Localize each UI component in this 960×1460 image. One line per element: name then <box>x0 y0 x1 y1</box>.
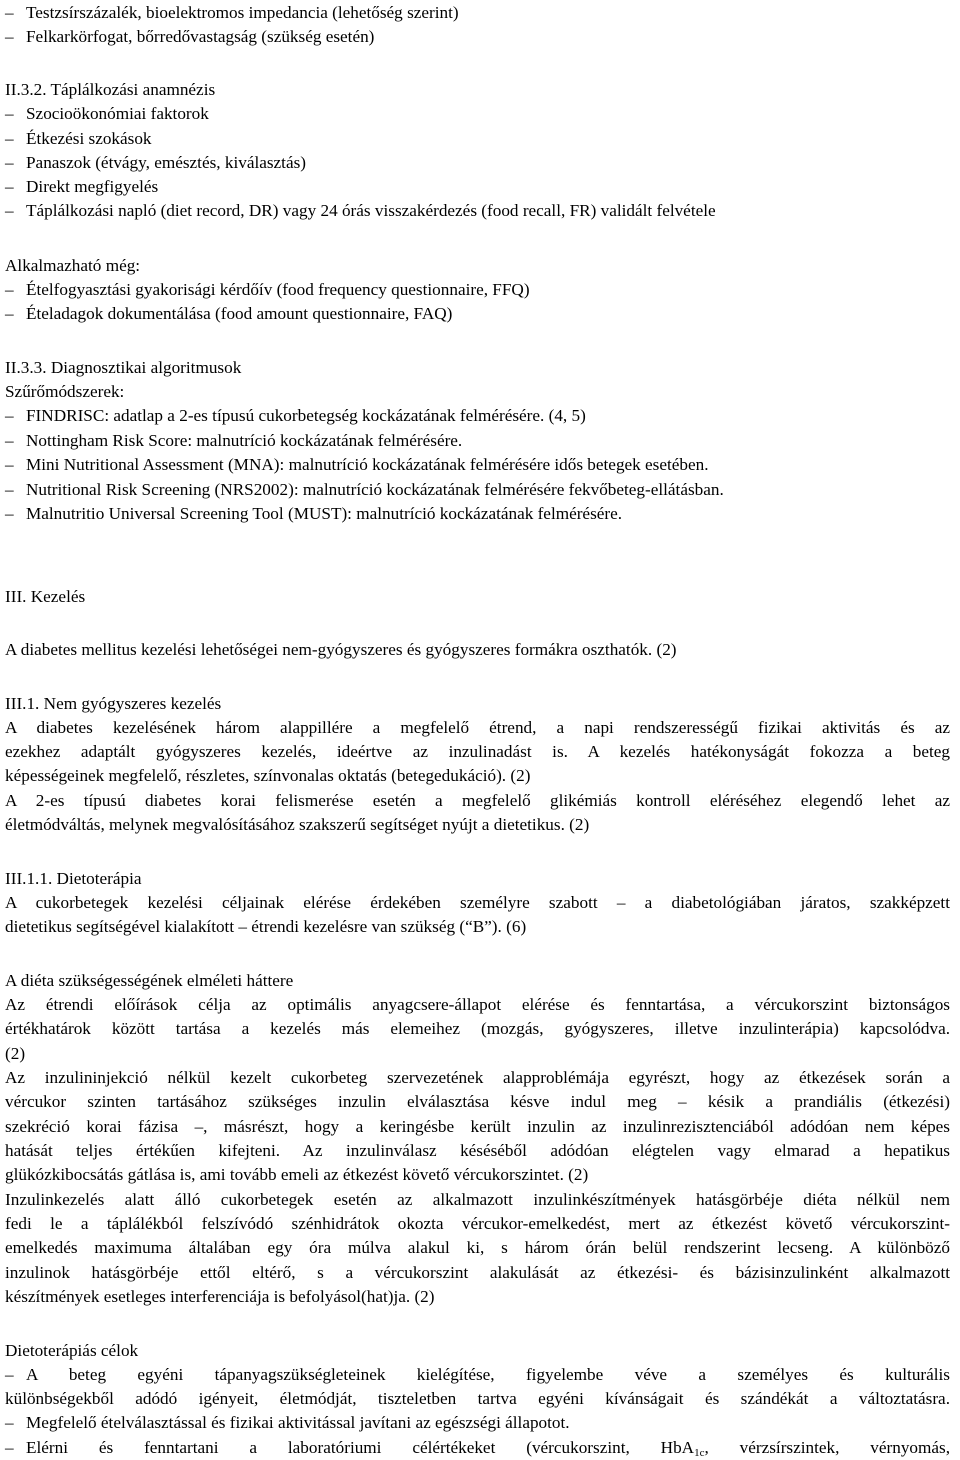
subscript-text: 1c <box>694 1447 705 1459</box>
list-item <box>5 25 374 49</box>
list-item <box>5 453 709 477</box>
dash-bullet <box>5 102 26 126</box>
list-item <box>5 1411 570 1435</box>
paragraph-line: A 2-es típusú diabetes korai felismerése esetén a megfelelő glikémiás kontroll eléréséhez elegendő lehet az <box>5 791 950 810</box>
paragraph-line: glükózkibocsátás gátlása is, ami tovább emeli az étkezést követő vércukorszintet. (2) <box>5 1165 589 1184</box>
list-item <box>5 404 586 428</box>
paragraph-line: életmódváltás, melynek megvalósításához szakszerű segítséget nyújt a dietetikus. (2) <box>5 815 590 834</box>
list-item <box>5 175 158 199</box>
list-item-text: Étkezési szokások <box>26 129 152 148</box>
list-item-text: Direkt megfigyelés <box>26 177 159 196</box>
paragraph-line: Az étrendi előírások célja az optimális anyagcsere-állapot elérése és fenntartása, a vércukorszint biztonságos <box>5 995 950 1014</box>
paragraph-line: értékhatárok között tartása a kezelés más elemeihez (mozgás, gyógyszeres, illetve inzulinterápia) kapcsolódva. <box>5 1019 950 1038</box>
list-item <box>5 1363 950 1387</box>
list-item <box>5 127 152 151</box>
paragraph-line: szekréció korai fázisa –, másrészt, hogy a keringésbe került inzulin az inzulinrezisztenciából adódóan nem képes <box>5 1117 950 1136</box>
dash-bullet <box>5 453 26 477</box>
list-item-text: Nutritional Risk Screening (NRS2002): malnutríció kockázatának felmérésére fekvőbeteg-ellátásban. <box>26 480 724 499</box>
paragraph-label: Szűrőmódszerek: <box>5 382 125 401</box>
section-heading: Dietoterápiás célok <box>5 1341 139 1360</box>
section-heading: II.3.2. Táplálkozási anamnézis <box>5 80 216 99</box>
list-item <box>5 1 459 25</box>
list-item-text: A beteg egyéni tápanyagszükségleteinek kielégítése, figyelembe véve a személyes és kulturális <box>26 1365 950 1384</box>
list-item <box>5 278 530 302</box>
dash-bullet <box>5 25 26 49</box>
dash-bullet <box>5 199 26 223</box>
paragraph-line: Az inzulininjekció nélkül kezelt cukorbeteg szervezetének alapproblémája egyrészt, hogy az étkezések során a <box>5 1068 950 1087</box>
list-item-text: , vérzsírszintek, vérnyomás, <box>704 1438 950 1457</box>
paragraph-line: készítmények esetleges interferenciája is befolyásol(hat)ja. (2) <box>5 1287 435 1306</box>
dash-bullet <box>5 1 26 25</box>
paragraph-line: ezekhez adaptált gyógyszeres kezelés, ideértve az inzulinadást is. A kezelés hatékonyságát fokozza a beteg <box>5 742 950 761</box>
paragraph-line: A diabetes mellitus kezelési lehetőségei nem-gyógyszeres és gyógyszeres formákra oszthatók. (2) <box>5 640 677 659</box>
list-item <box>5 478 724 502</box>
list-item-text: Testzsírszázalék, bioelektromos impedancia (lehetőség szerint) <box>26 3 459 22</box>
list-item-text: Mini Nutritional Assessment (MNA): malnutríció kockázatának felmérésére idős betegek esetében. <box>26 455 709 474</box>
list-item-text: Malnutritio Universal Screening Tool (MUST): malnutríció kockázatának felmérésére. <box>26 504 623 523</box>
dash-bullet <box>5 404 26 428</box>
list-item-text: Panaszok (étvágy, emésztés, kiválasztás) <box>26 153 306 172</box>
list-item-text: Szocioökonómiai faktorok <box>26 104 209 123</box>
paragraph-line: dietetikus segítségével kialakított – étrendi kezelésre van szükség (“B”). (6) <box>5 917 527 936</box>
list-item-text: Táplálkozási napló (diet record, DR) vagy 24 órás visszakérdezés (food recall, FR) validált felvétele <box>26 201 716 220</box>
paragraph-line: hatását teljes értékűen kifejteni. Az inzulinválasz késéséből adódóan elégtelen vagy elmarad a hepatikus <box>5 1141 950 1160</box>
list-item <box>5 151 306 175</box>
dash-bullet <box>5 1411 26 1435</box>
section-heading: III.1. Nem gyógyszeres kezelés <box>5 694 222 713</box>
list-item <box>5 1436 950 1460</box>
list-item <box>5 102 209 126</box>
list-item <box>5 429 462 453</box>
list-item-text: Nottingham Risk Score: malnutríció kockázatának felmérésére. <box>26 431 463 450</box>
list-item <box>5 302 452 326</box>
section-heading: III. Kezelés <box>5 587 86 606</box>
dash-bullet <box>5 127 26 151</box>
section-heading: A diéta szükségességének elméleti háttere <box>5 971 294 990</box>
list-item-continuation: különbségekből adódó igényeit, életmódját, tiszteletben tartva egyéni kívánságait és szándékát a változtatásra. <box>5 1389 950 1408</box>
dash-bullet <box>5 1436 26 1460</box>
list-item-text: Elérni és fenntartani a laboratóriumi célértékeket (vércukorszint, HbA <box>26 1438 695 1457</box>
list-item-text: Megfelelő ételválasztással és fizikai aktivitással javítani az egészségi állapotot. <box>26 1413 570 1432</box>
dash-bullet <box>5 478 26 502</box>
list-item <box>5 199 716 223</box>
dash-bullet <box>5 502 26 526</box>
paragraph-line: (2) <box>5 1044 26 1063</box>
paragraph-label: Alkalmazható még: <box>5 256 141 275</box>
dash-bullet <box>5 175 26 199</box>
dash-bullet <box>5 278 26 302</box>
dash-bullet <box>5 1363 26 1387</box>
paragraph-line: emelkedés maximuma általában egy óra múlva alakul ki, s három órán belül rendszerint lecseng. A különböző <box>5 1238 950 1257</box>
list-item-text: Ételadagok dokumentálása (food amount questionnaire, FAQ) <box>26 304 453 323</box>
list-item-text: Felkarkörfogat, bőrredővastagság (szükség esetén) <box>26 27 375 46</box>
paragraph-line: képességeinek megfelelő, részletes, színvonalas oktatás (betegedukáció). (2) <box>5 766 531 785</box>
list-item-text: Ételfogyasztási gyakorisági kérdőív (food frequency questionnaire, FFQ) <box>26 280 530 299</box>
list-item-text: FINDRISC: adatlap a 2-es típusú cukorbetegség kockázatának felmérésére. (4, 5) <box>26 406 586 425</box>
paragraph-line: A diabetes kezelésének három alappillére a megfelelő étrend, a napi rendszerességű fizikai aktivitás és az <box>5 718 950 737</box>
dash-bullet <box>5 151 26 175</box>
dash-bullet <box>5 302 26 326</box>
section-heading: II.3.3. Diagnosztikai algoritmusok <box>5 358 242 377</box>
paragraph-line: inzulinok hatásgörbéje ettől eltérő, s a vércukorszint alakulását az étkezési- és bázisinzulinként alkalmazott <box>5 1263 950 1282</box>
paragraph-line: A cukorbetegek kezelési céljainak elérése érdekében személyre szabott – a diabetológiában járatos, szakképzett <box>5 893 950 912</box>
paragraph-line: fedi le a táplálékból felszívódó szénhidrátok okozta vércukor-emelkedést, mert az étkezést követő vércukorszint- <box>5 1214 950 1233</box>
dash-bullet <box>5 429 26 453</box>
paragraph-line: vércukor szinten tartásához szükséges inzulin elválasztása késve indul meg – késik a prandiális (étkezési) <box>5 1092 950 1111</box>
paragraph-line: Inzulinkezelés alatt álló cukorbetegek esetén az alkalmazott inzulinkészítmények hatásgörbéje diéta nélkül nem <box>5 1190 950 1209</box>
section-heading: III.1.1. Dietoterápia <box>5 869 142 888</box>
list-item <box>5 502 622 526</box>
